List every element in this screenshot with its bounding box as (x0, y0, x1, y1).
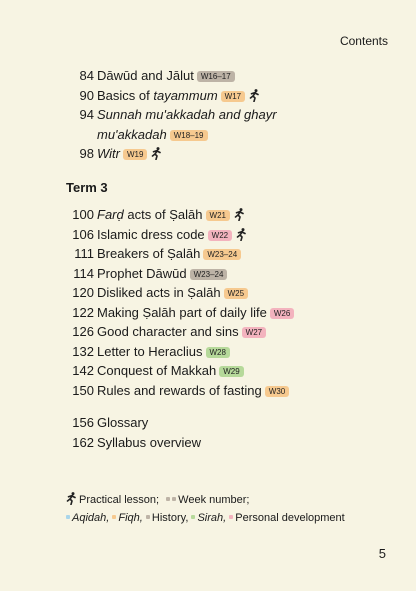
toc-page-number: 122 (72, 304, 94, 320)
toc-title (97, 66, 235, 86)
week-badge: W29 (219, 366, 243, 377)
sirah-swatch (191, 515, 195, 519)
legend-line-2 (66, 512, 345, 524)
toc-title (97, 86, 260, 108)
practical-lesson-icon (66, 492, 77, 508)
legend-practical-label: Practical lesson; (79, 494, 160, 506)
toc-title (97, 144, 162, 166)
toc-page-number: 111 (74, 246, 94, 261)
toc-title-italic: Farḍ (97, 207, 124, 222)
week-swatch (166, 497, 170, 501)
toc-row[interactable] (66, 342, 396, 362)
toc-title-text: Letter to Heraclius (97, 343, 203, 359)
toc-title-text: Conquest of Makkah (97, 363, 217, 378)
history-swatch (146, 515, 150, 519)
toc-page-number: 114 (73, 265, 94, 281)
legend-history-label: History, (151, 512, 189, 524)
toc-page-number: 162 (72, 434, 94, 450)
toc-title (97, 322, 266, 342)
toc-title (97, 244, 241, 264)
toc-title (97, 361, 244, 381)
toc-row[interactable] (66, 66, 396, 86)
page-number: 5 (378, 546, 386, 561)
week-swatch (172, 497, 176, 501)
toc-title (97, 381, 289, 401)
toc-row[interactable] (66, 413, 396, 433)
toc-page-number: 150 (72, 382, 94, 398)
toc-title-italic: tayammum (153, 87, 218, 103)
toc-page-number: 106 (72, 226, 94, 242)
toc-title-text: mu'akkadah (97, 126, 167, 142)
week-badge: W21 (206, 210, 230, 221)
toc-page-number: 94 (79, 107, 94, 122)
toc-title: Sunnah mu'akkadah and ghayr (97, 107, 277, 122)
fiqh-swatch (112, 515, 116, 519)
week-badge: W25 (224, 288, 248, 299)
toc-title-text: Rules and rewards of fasting (97, 382, 262, 398)
toc-list-term2 (66, 66, 396, 164)
toc-page-number: 100 (72, 207, 94, 222)
toc-row[interactable] (66, 225, 396, 245)
toc-page-number: 142 (72, 363, 94, 378)
toc-page-number: 120 (72, 285, 94, 300)
toc-row[interactable] (66, 322, 396, 342)
toc-row[interactable] (66, 244, 396, 264)
toc-title (97, 303, 294, 323)
term-heading: Term 3 (66, 180, 108, 195)
toc-title (97, 264, 227, 284)
week-badge: W19 (123, 149, 147, 160)
toc-row[interactable] (66, 381, 396, 401)
toc-title (97, 225, 247, 247)
legend-week-label: Week number; (178, 494, 250, 506)
toc-title: Glossary (97, 415, 149, 430)
toc-page-number: 98 (79, 146, 94, 161)
toc-title-text: Dāwūd and Jālut (97, 68, 194, 83)
toc-row[interactable] (66, 283, 396, 303)
week-badge: W17 (221, 91, 245, 102)
toc-title (97, 283, 248, 303)
week-badge: W27 (242, 327, 266, 338)
aqidah-swatch (66, 515, 70, 519)
toc-title-text: Prophet Dāwūd (97, 265, 187, 281)
toc-list-term3 (66, 205, 396, 400)
toc-page-number: 84 (79, 68, 94, 83)
toc-row[interactable] (66, 144, 396, 164)
week-badge: W26 (270, 308, 294, 319)
toc-title (97, 205, 245, 227)
toc-row[interactable] (66, 433, 396, 453)
toc-title: Syllabus overview (97, 434, 202, 450)
legend-aqidah-label: Aqidah, (72, 512, 110, 524)
week-badge: W22 (208, 230, 232, 241)
toc-title-text: Islamic dress code (97, 226, 205, 242)
toc-row[interactable] (66, 86, 396, 106)
legend-fiqh-label: Fiqh, (118, 512, 143, 524)
toc-title-text: Basics of (97, 87, 154, 103)
toc-title-continuation (97, 125, 208, 145)
legend-sirah-label: Sirah, (197, 512, 227, 524)
week-badge: W18–19 (170, 130, 208, 141)
toc-row[interactable] (66, 205, 396, 225)
personal-swatch (229, 515, 233, 519)
week-badge: W23–24 (203, 249, 241, 260)
toc-title (97, 342, 230, 362)
legend-line-1 (66, 492, 249, 508)
toc-page-number: 156 (72, 415, 94, 430)
week-badge: W30 (265, 386, 289, 397)
legend-personal-label: Personal development (235, 512, 345, 524)
toc-page-number: 90 (79, 87, 94, 103)
week-badge: W23–24 (190, 269, 228, 280)
toc-row[interactable] (66, 105, 396, 125)
toc-title-text: Breakers of Ṣalāh (97, 246, 201, 261)
week-badge: W28 (206, 347, 230, 358)
toc-title-text: Making Ṣalāh part of daily life (97, 304, 267, 320)
toc-title-italic: Witr (97, 146, 120, 161)
toc-page-number: 132 (72, 343, 94, 359)
header-contents: Contents (339, 34, 388, 48)
toc-page-number: 126 (72, 324, 94, 339)
toc-title-text: Disliked acts in Ṣalāh (97, 285, 221, 300)
toc-row[interactable] (66, 264, 396, 284)
week-badge: W16–17 (197, 71, 235, 82)
practical-lesson-icon (151, 146, 162, 166)
toc-row-continuation[interactable] (66, 125, 396, 145)
toc-row[interactable] (66, 361, 396, 381)
toc-row[interactable] (66, 303, 396, 323)
toc-title-text: acts of Ṣalāh (123, 207, 203, 222)
toc-list-back-matter (66, 413, 396, 452)
toc-title-text: Good character and sins (97, 324, 239, 339)
